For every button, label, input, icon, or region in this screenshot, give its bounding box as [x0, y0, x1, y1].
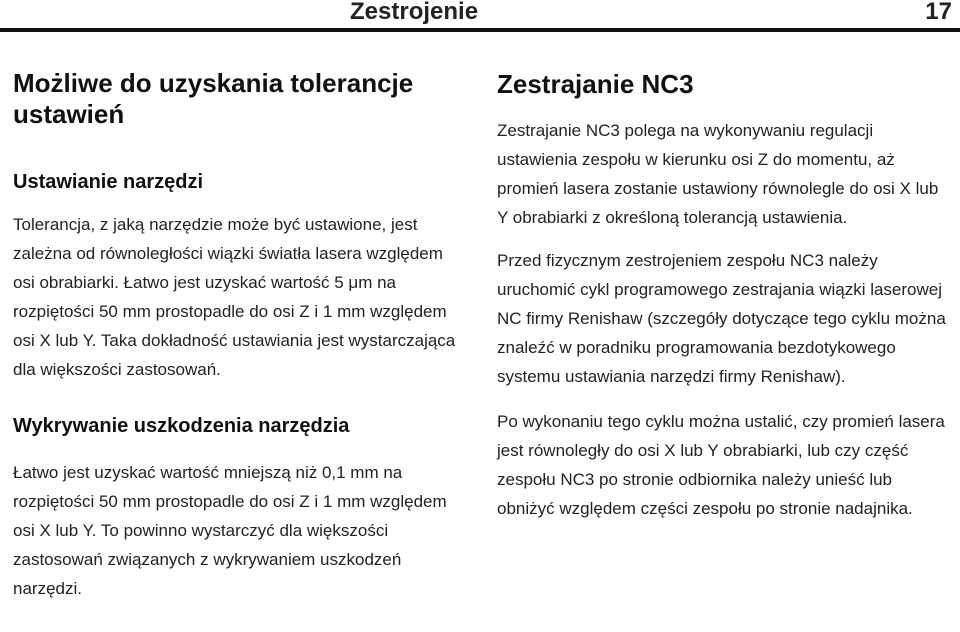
section-body-tool-setting: Tolerancja, z jaką narzędzie może być ustawione, jest zależna od równoległości wiązki światła lasera względem osi obrabiarki. Łatwo jest uzyskać wartość 5 μm na rozpiętości 50 mm prostopadle do osi Z i 1 mm względem osi X lub Y. Taka dokładność ustawiania jest wystarczająca dla większości zastosowań. [13, 215, 456, 379]
header-divider [0, 28, 960, 32]
right-paragraph: Po wykonaniu tego cyklu można ustalić, czy promień lasera jest równoległy do osi X lub Y obrabiarki, lub czy część zespołu NC3 po stronie odbiornika należy unieść lub obniżyć względem części zespołu po stronie nadajnika. [497, 412, 945, 518]
page-header [0, 0, 960, 26]
section-body-broken-tool: Łatwo jest uzyskać wartość mniejszą niż 0,1 mm na rozpiętości 50 mm prostopadle do osi Z i 1 mm względem osi X lub Y. To powinno wystarczyć dla większości zastosowań związanych z wykrywaniem uszkodzeń narzędzi. [13, 463, 447, 598]
section-heading-tool-setting: Ustawianie narzędzi [13, 171, 204, 193]
right-column [497, 68, 952, 523]
right-paragraph: Zestrajanie NC3 polega na wykonywaniu regulacji ustawienia zespołu w kierunku osi Z do momentu, aż promień lasera zostanie ustawiony równolegle do osi X lub Y obrabiarki z określoną tolerancją ustawienia. [497, 121, 939, 227]
right-title: Zestrajanie NC3 [497, 69, 694, 99]
page-number: 17 [925, 0, 952, 25]
left-title: Możliwe do uzyskania tolerancje ustawień [13, 68, 414, 129]
left-column [13, 68, 463, 603]
section-heading-broken-tool: Wykrywanie uszkodzenia narzędzia [13, 415, 350, 437]
section-title: Zestrojenie [350, 0, 479, 25]
right-paragraph: Przed fizycznym zestrojeniem zespołu NC3 należy uruchomić cykl programowego zestrajania wiązki laserowej NC firmy Renishaw (szczegóły dotyczące tego cyklu można znaleźć w poradniku programowania bezdotykowego systemu ustawiania narzędzi firmy Renishaw). [497, 251, 946, 386]
